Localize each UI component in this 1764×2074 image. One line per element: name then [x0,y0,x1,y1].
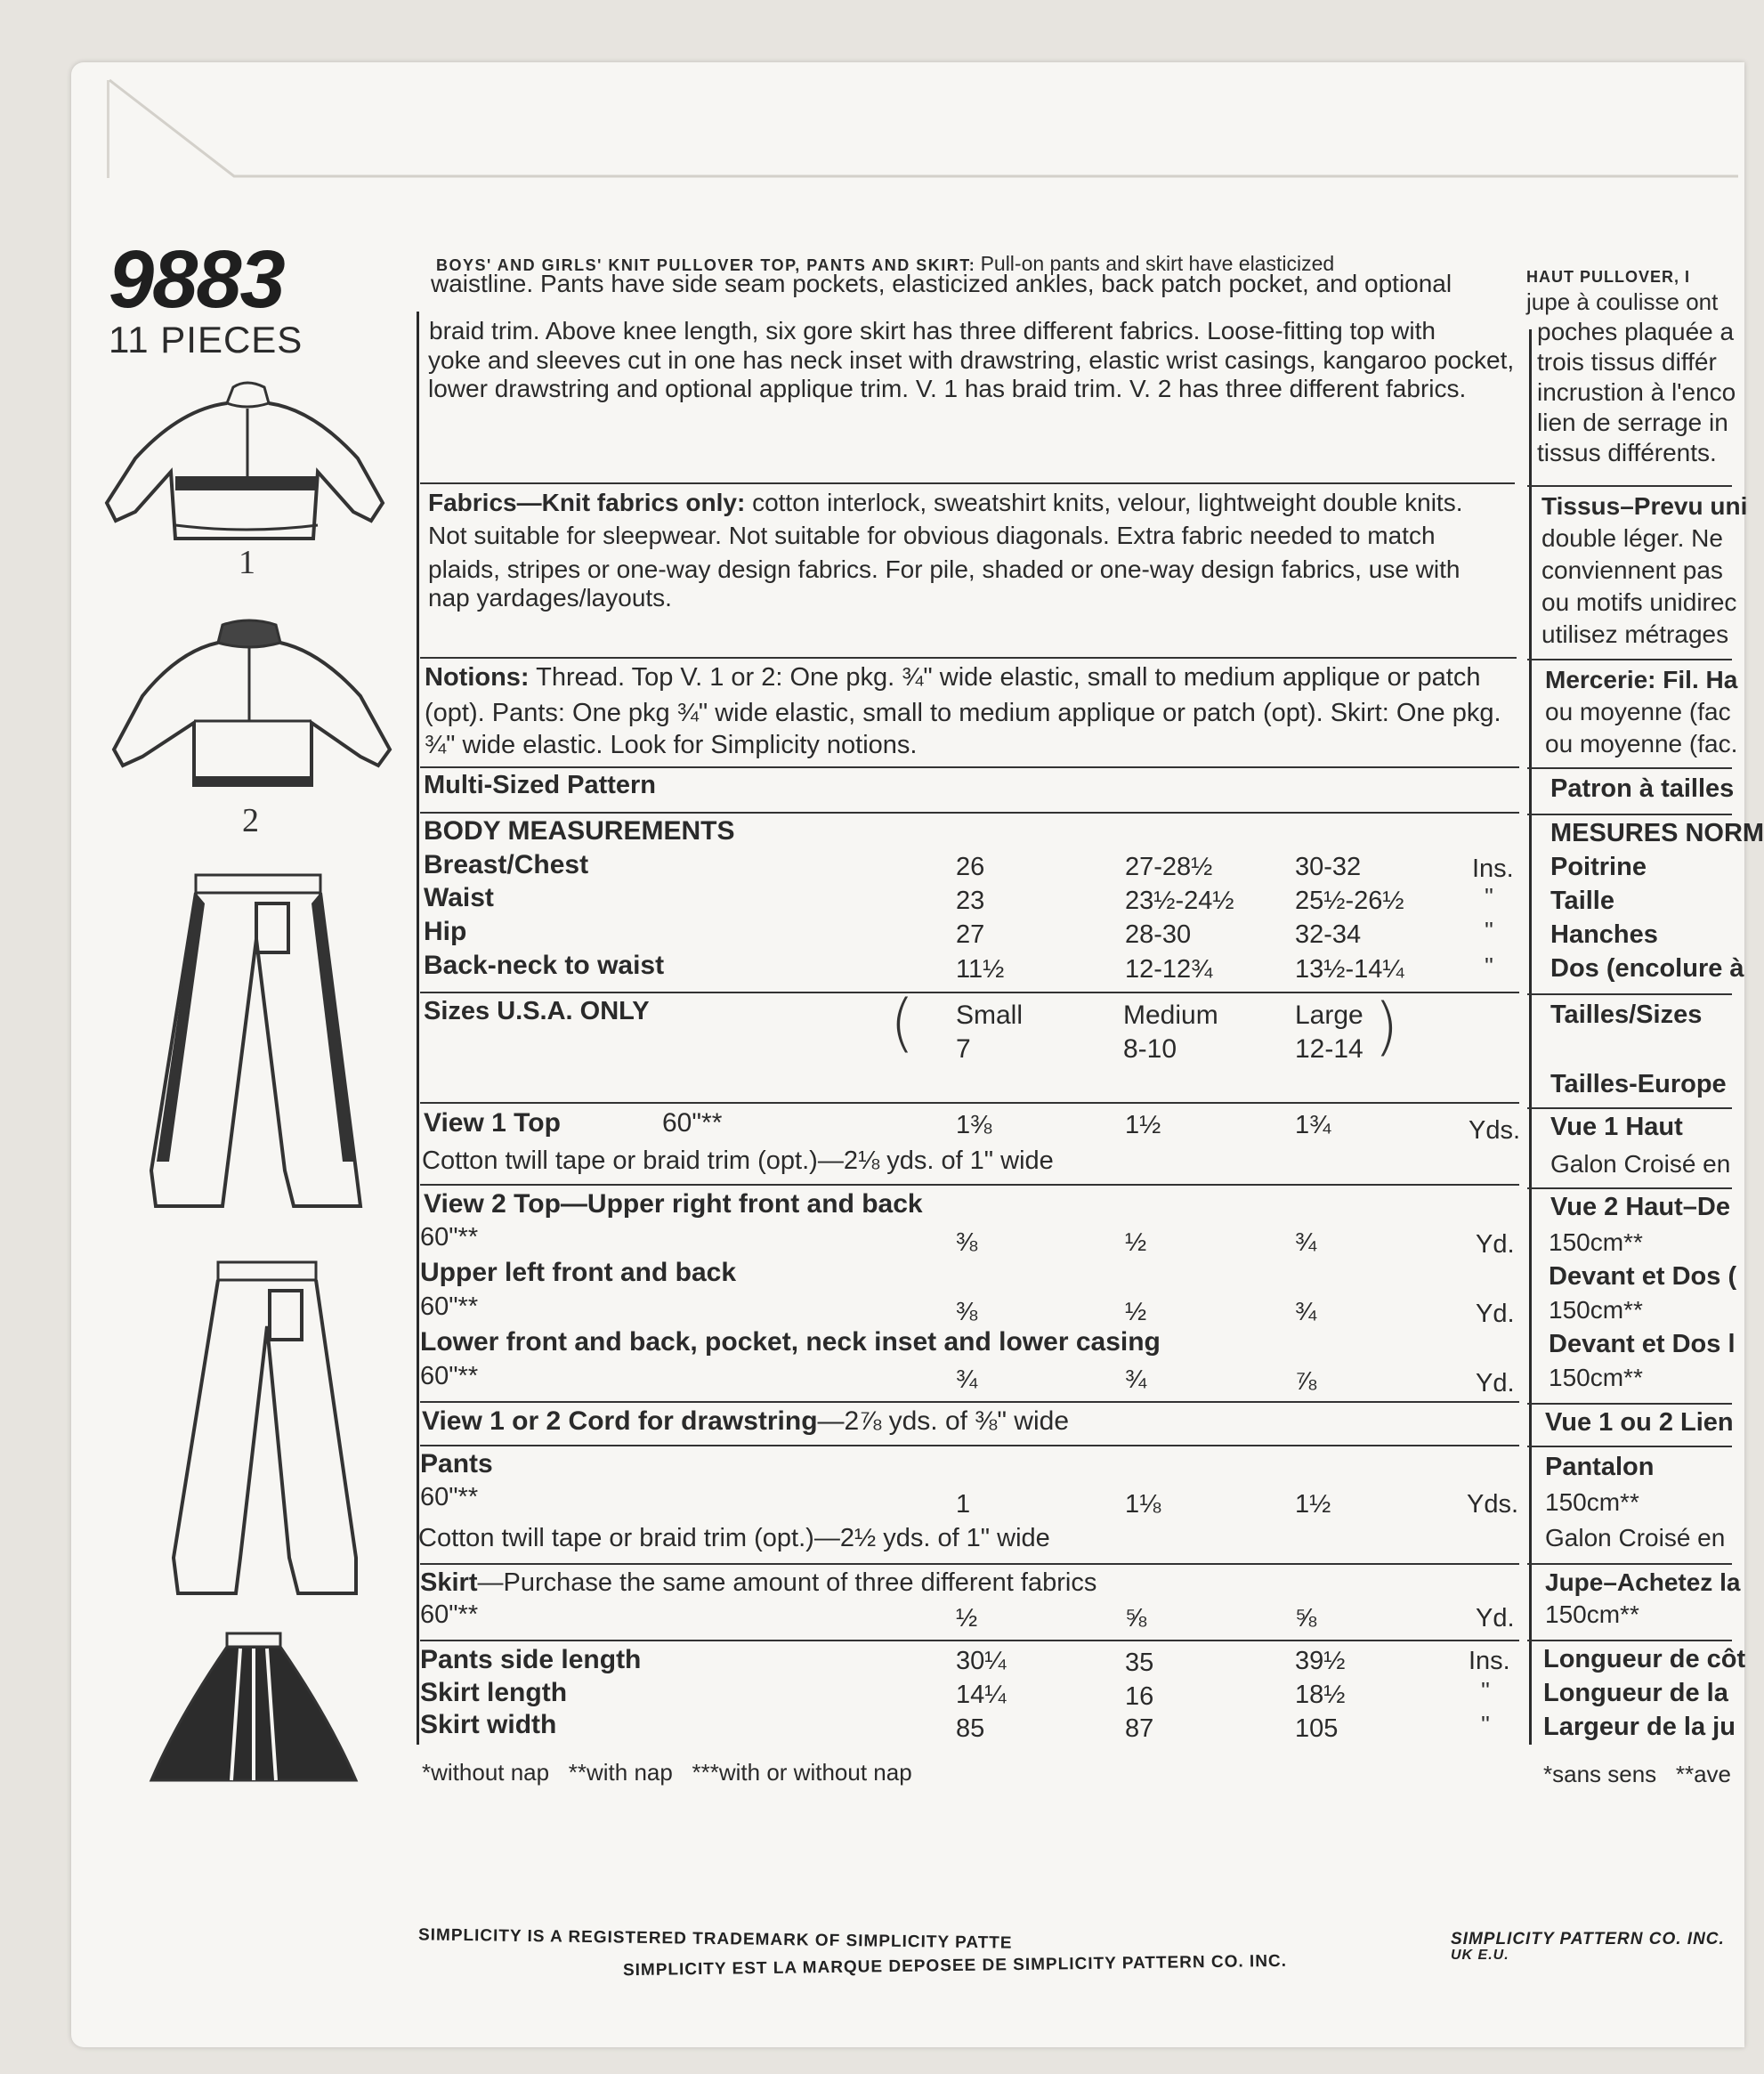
rule-skirt [420,1563,1519,1565]
tissus-0: Tissus–Prevu uni [1541,492,1748,520]
french-tissus [1541,490,1748,651]
view2-large-2: ¾ [1295,1298,1317,1326]
tissus-4: utilisez métrages [1541,620,1729,648]
multi-sized-label: Multi-Sized Pattern [424,771,657,799]
fabrics-text-1: cotton interlock, sweatshirt knits, velour, lightweight double knits. [745,489,1463,516]
size-small-num: 7 [956,1034,971,1064]
finished-large: 105 [1295,1714,1339,1743]
fabrics-line-2: Not suitable for sleepwear. Not suitable for obvious diagonals. Extra fabric needed to match [428,522,1436,549]
french-top-line-5: lien de serrage in [1537,409,1728,436]
french-poitrine: Poitrine [1550,853,1647,881]
french-mesures: MESURES NORM [1550,819,1764,847]
french-hanches: Hanches [1550,920,1658,949]
french-cm150-d: 150cm** [1545,1488,1639,1516]
skirt-line [420,1568,1096,1598]
french-vue1: Vue 1 Haut [1550,1113,1683,1141]
french-rule-patron [1527,767,1732,769]
tissus-3: ou motifs unidirec [1541,588,1737,616]
view2-label: 2 [242,802,259,839]
pants-small: 1 [956,1490,971,1519]
jupe-text: Jupe–Achetez la [1545,1568,1741,1596]
french-rule-vue1 [1527,1107,1732,1109]
french-galon2: Galon Croisé en [1545,1524,1726,1551]
finished-unit: '' [1481,1711,1490,1738]
envelope-flap [107,80,1736,178]
rule-sizes [420,992,1519,993]
skirt-rest: —Purchase the same amount of three different fabrics [477,1568,1097,1597]
rule-notions [420,657,1517,659]
notions-line-1 [425,663,1480,693]
french-top-line-0: HAUT PULLOVER, I [1526,268,1691,286]
cord-line [422,1406,1069,1437]
rule-body [420,812,1519,814]
french-left-rule [1529,329,1532,1745]
view2-medium-1: ½ [1125,1228,1147,1257]
french-rule-vue12 [1527,1403,1732,1405]
french-cm150-b: 150cm** [1549,1296,1643,1324]
tissus-2: conviennent pas [1541,556,1723,584]
rule-fabrics [420,482,1515,484]
description-line-4: lower drawstring and optional applique trim. V. 1 has braid trim. V. 2 has three different fabrics. [428,375,1467,402]
view2-width-1: 60"** [420,1223,479,1252]
view2-top-sketch [107,616,401,794]
notions-line-2: (opt). Pants: One pkg ¾" wide elastic, small to medium applique or patch (opt). Skirt: One pkg. [425,699,1501,727]
view2-width-2: 60"** [420,1292,479,1321]
french-column [1526,267,1736,468]
french-devant1: Devant et Dos ( [1549,1262,1737,1291]
measure-label: Hip [424,917,467,946]
rule-view1 [420,1102,1519,1104]
french-footnote: *sans sens **ave [1543,1761,1732,1787]
measure-label: Back-neck to waist [424,951,665,980]
measure-large: 13½-14¼ [1295,955,1404,984]
finished-label: Skirt width [420,1710,557,1739]
french-cm150-a: 150cm** [1549,1228,1643,1256]
size-medium-num: 8-10 [1123,1034,1177,1064]
size-large-num: 12-14 [1295,1034,1363,1064]
sizes-paren-open: ( [890,986,915,1059]
mercerie-1: ou moyenne (fac [1545,698,1731,725]
pieces-count: 11 PIECES [109,319,303,361]
view2-small-2: ⅜ [956,1298,978,1326]
skirt-width: 60"** [420,1600,479,1629]
view1-top-label: View 1 Top [424,1108,561,1138]
french-taille: Taille [1550,887,1614,915]
trademark-right-1: SIMPLICITY PATTERN CO. INC. [1451,1930,1725,1948]
skirt-medium: ⅝ [1125,1604,1147,1632]
cord-rest: —2⅞ yds. of ⅜" wide [817,1406,1069,1436]
french-longueur1: Longueur de côt [1543,1645,1746,1673]
skirt-large: ⅝ [1295,1604,1317,1632]
measure-large: 32-34 [1295,920,1362,949]
view2-width-3: 60"** [420,1362,479,1390]
description-line-2: braid trim. Above knee length, six gore skirt has three different fabrics. Loose-fitting top with [429,317,1436,344]
pattern-number: 9883 [109,234,284,325]
french-vue2: Vue 2 Haut–De [1550,1193,1730,1221]
view1-pants-sketch [142,868,365,1224]
trademark-line-1: SIMPLICITY IS A REGISTERED TRADEMARK OF SIMPLICITY PATTE [417,1925,1013,1953]
french-dos: Dos (encolure à [1550,954,1744,983]
measure-medium: 23½-24½ [1125,887,1234,915]
view1-top-large: 1¾ [1295,1111,1331,1139]
french-vue1-note: Galon Croisé en [1550,1150,1731,1178]
measure-medium: 27-28½ [1125,853,1213,881]
french-devant2: Devant et Dos l [1549,1330,1736,1358]
finished-label: Skirt length [420,1678,568,1707]
french-jupe [1545,1568,1740,1597]
french-tailles-europe: Tailles-Europe [1550,1070,1727,1098]
view2-large-1: ¾ [1295,1228,1317,1257]
skirt-small: ½ [956,1604,978,1632]
view2-unit-1: Yd. [1476,1230,1515,1259]
finished-unit: '' [1481,1677,1490,1704]
french-top-line-4: incrustion à l'enco [1537,378,1736,406]
nap-footnote: *without nap **with nap ***with or without nap [422,1759,912,1786]
french-tailles: Tailles/Sizes [1550,1001,1703,1029]
measure-unit: '' [1485,917,1493,944]
pants-note: Cotton twill tape or braid trim (opt.)—2½ yds. of 1" wide [418,1524,1050,1552]
view2-label-3: Lower front and back, pocket, neck inset and lower casing [420,1327,1161,1357]
finished-small: 85 [956,1714,985,1743]
pants-label: Pants [420,1449,493,1479]
mercerie-text-0: Mercerie: Fil. Ha [1545,666,1738,693]
sizes-label: Sizes U.S.A. ONLY [424,997,650,1025]
french-cm150-c: 150cm** [1549,1364,1643,1391]
view2-large-3: ⅞ [1295,1367,1317,1396]
measure-medium: 12-12¾ [1125,955,1213,984]
description-line-3: yoke and sleeves cut in one has neck inset with drawstring, elastic wrist casings, kangaroo pocket, [428,346,1515,374]
french-rule-longueur [1527,1640,1732,1641]
finished-medium: 16 [1125,1682,1154,1711]
finished-medium: 35 [1125,1649,1154,1677]
french-top-line-1: jupe à coulisse ont [1526,288,1719,315]
finished-medium: 87 [1125,1714,1154,1743]
sizes-paren-close: ) [1374,990,1399,1063]
finished-label: Pants side length [420,1645,642,1674]
french-top-line-2: poches plaquée a [1537,318,1735,345]
measure-unit: Ins. [1472,855,1514,883]
view2-medium-2: ½ [1125,1298,1147,1326]
measure-label: Waist [424,883,494,912]
notions-text-1: Thread. Top V. 1 or 2: One pkg. ¾" wide elastic, small to medium applique or patch [529,663,1481,692]
pants-unit: Yds. [1467,1490,1519,1519]
view2-unit-3: Yd. [1476,1369,1515,1398]
size-small-name: Small [956,1001,1024,1030]
trademark-line-2: SIMPLICITY EST LA MARQUE DEPOSEE DE SIMPLICITY PATTERN CO. INC. [622,1951,1288,1981]
finished-large: 39½ [1295,1647,1346,1675]
finished-small: 14¼ [956,1681,1007,1709]
title-rest: Pull-on pants and skirt have elasticized [980,252,1335,275]
measure-large: 30-32 [1295,853,1362,881]
finished-small: 30¼ [956,1647,1007,1675]
measure-small: 23 [956,887,985,915]
measure-label: Breast/Chest [424,850,589,879]
notions-heading: Notions: [425,663,530,692]
rule-multisized [420,766,1519,768]
finished-large: 18½ [1295,1681,1346,1709]
view2-label-2: Upper left front and back [420,1258,737,1287]
french-vue12: Vue 1 ou 2 Lien [1545,1408,1734,1437]
trademark-right-2: UK E.U. [1451,1948,1509,1963]
description-line-1: waistline. Pants have side seam pockets, elasticized ankles, back patch pocket, and optional [431,270,1452,297]
notions-line-3: ¾" wide elastic. Look for Simplicity notions. [425,731,918,759]
french-rule-mercerie [1527,659,1732,660]
size-large-name: Large [1295,1001,1363,1030]
skirt-label: Skirt [420,1568,478,1597]
view2-medium-3: ¾ [1125,1365,1147,1394]
measure-small: 27 [956,920,985,949]
measure-unit: '' [1485,952,1493,979]
french-rule-tissus [1527,485,1732,487]
measure-small: 11½ [956,955,1005,984]
view2-small-3: ¾ [956,1365,978,1394]
measure-small: 26 [956,853,985,881]
finished-unit: Ins. [1469,1647,1510,1675]
rule-view2 [420,1184,1519,1186]
fabrics-line-3: plaids, stripes or one-way design fabrics. For pile, shaded or one-way design fabrics, use with [428,555,1461,583]
rule-finished [420,1640,1519,1641]
measure-unit: '' [1485,883,1493,910]
skirt-sketch [142,1629,365,1789]
measure-medium: 28-30 [1125,920,1192,949]
french-top-line-3: trois tissus différ [1537,348,1717,376]
mercerie-2: ou moyenne (fac. [1545,730,1738,757]
tissus-1: double léger. Ne [1541,524,1723,552]
french-rule-jupe [1527,1563,1732,1565]
french-rule-mesures [1527,814,1732,815]
view1-top-width: 60"** [662,1108,723,1138]
cord-label: View 1 or 2 Cord for drawstring [422,1406,818,1436]
french-cm150-e: 150cm** [1545,1600,1639,1628]
fabrics-line-4: nap yardages/layouts. [428,584,672,612]
view2-unit-2: Yd. [1476,1300,1515,1328]
rule-pants [420,1445,1519,1446]
view1-label: 1 [239,544,255,581]
view1-top-medium: 1½ [1125,1111,1161,1139]
view2-pants-sketch [165,1255,369,1611]
french-rule-tailles [1527,993,1732,995]
french-longueur2: Longueur de la [1543,1679,1728,1707]
view1-top-small: 1⅜ [956,1111,992,1139]
pants-medium: 1⅛ [1125,1490,1161,1519]
measure-large: 25½-26½ [1295,887,1404,915]
view1-top-sketch [100,369,393,547]
view1-top-note: Cotton twill tape or braid trim (opt.)—2⅛ yds. of 1" wide [422,1146,1054,1175]
skirt-unit: Yd. [1476,1604,1515,1632]
fabrics-line-1 [428,489,1462,517]
french-top-line-6: tissus différents. [1537,439,1717,466]
french-mercerie [1545,664,1738,760]
french-rule-pantalon [1527,1446,1732,1447]
french-patron: Patron à tailles [1550,774,1735,803]
french-rule-vue2 [1527,1187,1732,1189]
french-largeur: Largeur de la ju [1543,1713,1736,1741]
pants-large: 1½ [1295,1490,1331,1519]
title-caps: BOYS' AND GIRLS' KNIT PULLOVER TOP, PANTS AND SKIRT: [436,256,976,274]
pants-width: 60"** [420,1483,479,1511]
french-pantalon: Pantalon [1545,1453,1655,1481]
fabrics-heading: Fabrics—Knit fabrics only: [428,489,746,516]
size-medium-name: Medium [1123,1001,1218,1030]
view2-small-1: ⅜ [956,1228,978,1257]
rule-cord [420,1401,1519,1403]
mercerie-0 [1545,664,1738,696]
view2-top-label: View 2 Top—Upper right front and back [424,1189,923,1219]
body-measurements-heading: BODY MEASUREMENTS [424,816,735,846]
view1-top-unit: Yds. [1469,1116,1521,1145]
